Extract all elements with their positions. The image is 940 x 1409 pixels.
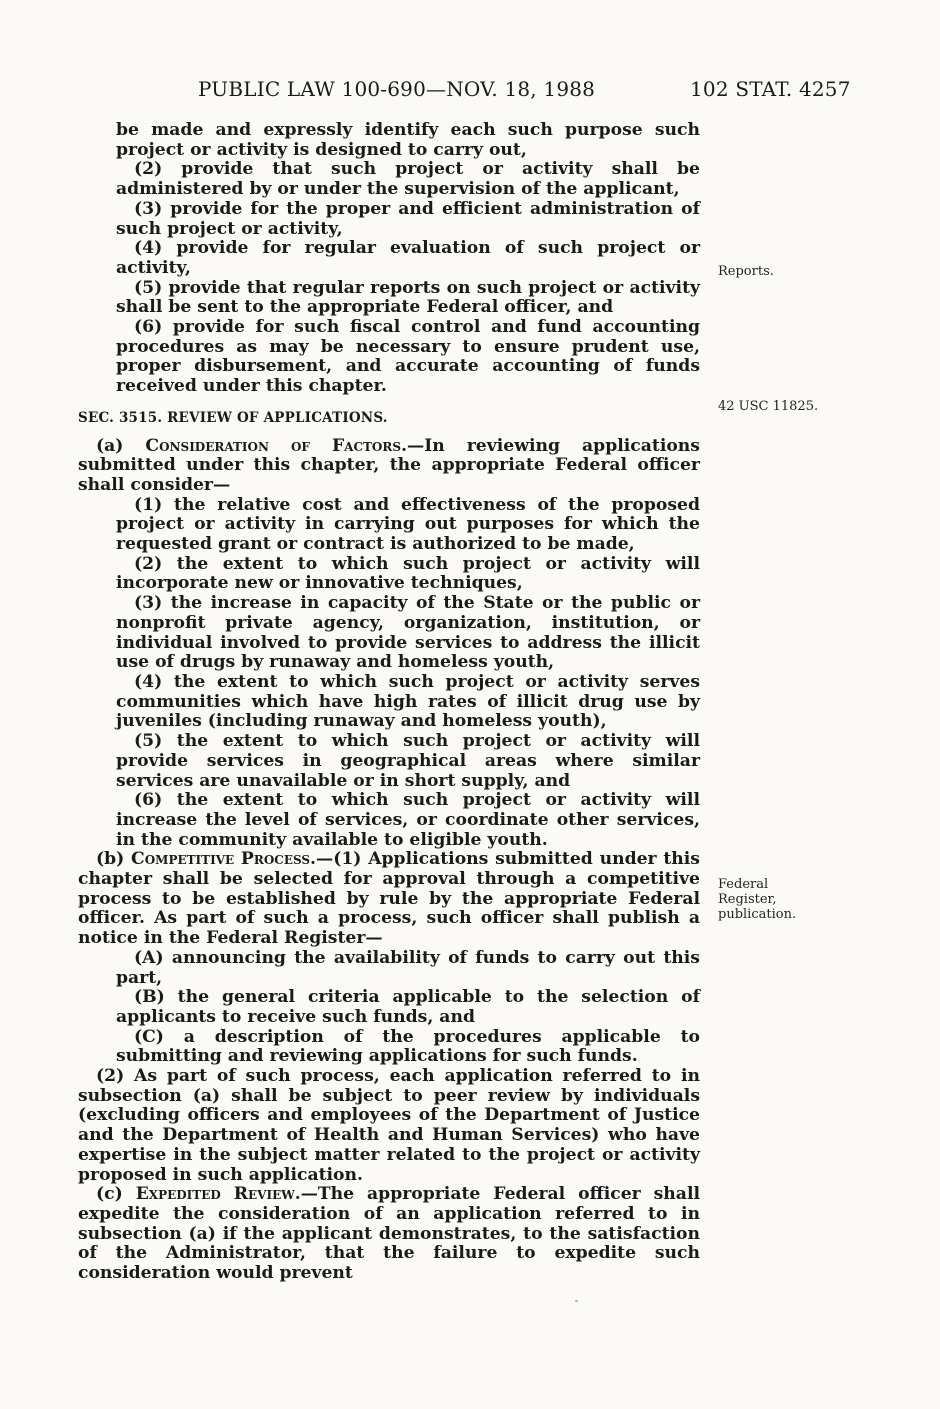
- factor-2: (2) the extent to which such project or activity will incorporate new or innovative techniques,: [116, 553, 700, 594]
- subsection-b-heading: Competitive Process.: [131, 849, 317, 870]
- margin-note-federal-register: [718, 877, 796, 922]
- margin-note-line-3: publication.: [718, 907, 797, 922]
- factor-1: (1) the relative cost and effectiveness of the proposed project or activity in carrying out purposes for which the requested grant or contract is authorized to be made,: [116, 494, 700, 555]
- item-b-A: (A) announcing the availability of funds to carry out this part,: [116, 947, 700, 988]
- paragraph-continuation: be made and expressly identify each such purpose such project or activity is designed to carry out,: [116, 120, 700, 160]
- item-4: (4) provide for regular evaluation of such project or activity,: [116, 238, 700, 278]
- section-heading: SEC. 3515. REVIEW OF APPLICATIONS.: [78, 409, 388, 426]
- factor-4: (4) the extent to which such project or activity serves communities which have high rates of illicit drug use by juveniles (including runaway and homeless youth),: [116, 671, 700, 732]
- factor-3: (3) the increase in capacity of the State or the public or nonprofit private agency, organization, institution, or individual involved to provide services to address the illicit use of drugs by runaway and homeless youth,: [116, 593, 700, 673]
- subsection-a-heading: Consideration of Factors.: [145, 435, 408, 456]
- subsection-a: [78, 437, 700, 496]
- margin-note-line-2: Register,: [718, 892, 777, 907]
- subsection-c: [78, 1185, 700, 1284]
- paragraph-b-2: (2) As part of such process, each application referred to in subsection (a) shall be subject to peer review by individuals (excluding officers and employees of the Department of Justice and the Department of Health and Human Services) who have expertise in the subject matter related to the project or activity proposed in such application.: [78, 1066, 700, 1185]
- item-3: (3) provide for the proper and efficient administration of such project or activity,: [116, 198, 700, 239]
- item-b-B: (B) the general criteria applicable to the selection of applicants to receive such funds, and: [116, 987, 700, 1027]
- subsection-b: [78, 850, 700, 949]
- margin-note-reports: Reports.: [718, 264, 774, 279]
- item-5: (5) provide that regular reports on such project or activity shall be sent to the appropriate Federal officer, and: [116, 277, 700, 318]
- subsection-b-text: —(1) Applications submitted under this chapter shall be selected for approval through a competitive process to be established by rule by the appropriate Federal officer. As part of such a process, such officer shall publish a notice in the Federal Register—: [78, 849, 700, 949]
- subsection-c-label: (c): [96, 1184, 136, 1205]
- page-header: [0, 74, 940, 104]
- item-b-C: (C) a description of the procedures applicable to submitting and reviewing applications for such funds.: [116, 1026, 700, 1067]
- law-text: [78, 121, 700, 1284]
- item-6: (6) provide for such fiscal control and fund accounting procedures as may be necessary to ensure prudent use, proper disbursement, and accurate accounting of funds received under this chapter.: [116, 317, 700, 397]
- item-2: (2) provide that such project or activity shall be administered by or under the supervision of the applicant,: [116, 159, 700, 200]
- factor-5: (5) the extent to which such project or activity will provide services in geographical areas where similar services are unavailable or in short supply, and: [116, 731, 700, 791]
- page-title: PUBLIC LAW 100-690—NOV. 18, 1988: [198, 77, 596, 101]
- subsection-c-text: —The appropriate Federal officer shall expedite the consideration of an application referred to in subsection (a) if the applicant demonstrates, to the satisfaction of the Administrator, that the failure to expedite such consideration would prevent: [78, 1184, 700, 1284]
- margin-note-line-1: Federal: [718, 877, 769, 892]
- subsection-a-label: (a): [96, 435, 146, 456]
- stat-page-number: 102 STAT. 4257: [690, 77, 851, 101]
- factor-6: (6) the extent to which such project or activity will increase the level of services, or coordinate other services, in the community available to eligible youth.: [116, 790, 700, 850]
- margin-note-usc: 42 USC 11825.: [718, 399, 819, 414]
- scan-speck: [575, 1300, 578, 1302]
- subsection-c-heading: Expedited Review.: [135, 1184, 301, 1205]
- subsection-b-label: (b): [96, 849, 132, 870]
- subsection-a-text: —In reviewing applications submitted under this chapter, the appropriate Federal officer shall consider—: [78, 435, 700, 495]
